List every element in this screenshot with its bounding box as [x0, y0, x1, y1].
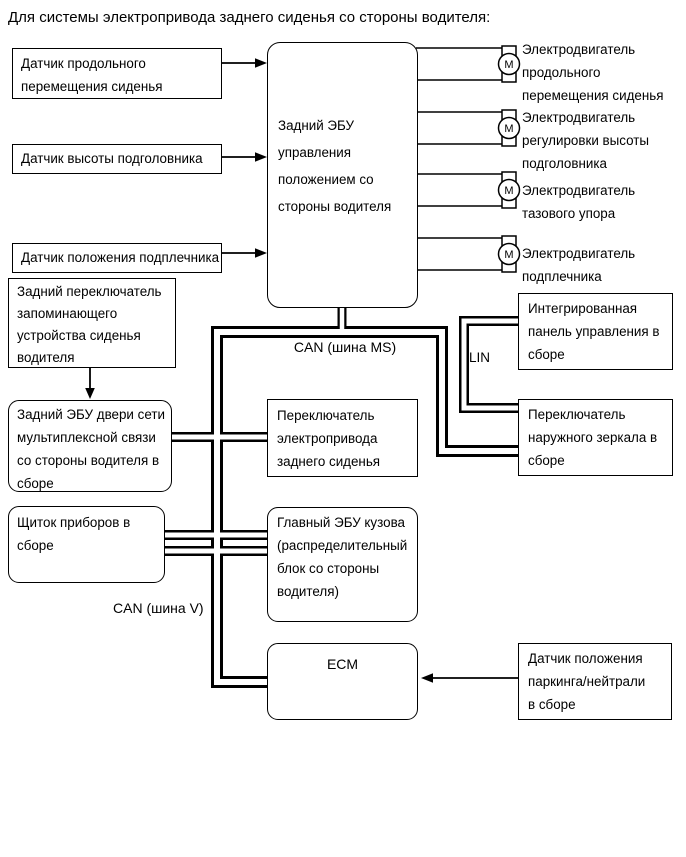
motor-wire-headrest: [416, 112, 509, 144]
text-line: положением со: [278, 172, 374, 187]
box-sensor-headrest: [12, 144, 222, 174]
text-line: Переключатель: [528, 407, 626, 422]
motor-wire-slide: [416, 48, 509, 80]
text-line: Щиток приборов в: [17, 515, 131, 530]
text-line: Датчик высоты подголовника: [21, 151, 203, 166]
motor-wires: [416, 48, 509, 270]
text-line: в сборе: [528, 697, 576, 712]
motor-letter: M: [504, 59, 514, 71]
motor-icon-slide: [499, 46, 520, 82]
text-line: паркинга/нейтрали: [528, 674, 646, 689]
arrowhead: [255, 152, 267, 162]
box-cluster: [8, 506, 165, 583]
text-line: панель управления в: [528, 324, 660, 339]
text-line: устройства сиденья: [17, 328, 141, 343]
text-line: мультиплексной связи: [17, 430, 156, 445]
motor-letter: M: [504, 249, 514, 261]
text-line: подплечника: [522, 269, 602, 284]
text-line: тазового упора: [522, 206, 616, 221]
motor-label-slide: [522, 38, 663, 107]
text-line: Интегрированная: [528, 301, 638, 316]
box-park-sensor: [518, 643, 672, 720]
text-line: Датчик продольного: [21, 56, 146, 71]
text-line: сборе: [528, 453, 565, 468]
text-line: Электродвигатель: [522, 183, 636, 198]
box-main-body-ecu: [267, 507, 418, 622]
motor-letter: M: [504, 185, 514, 197]
box-ecm: [267, 643, 418, 720]
text-line: продольного: [522, 65, 601, 80]
text-line: Задний ЭБУ: [278, 118, 355, 133]
arrowhead: [421, 673, 433, 683]
motor-label-headrest: [522, 106, 649, 175]
motor-wire-armrest: [416, 238, 509, 270]
motor-icon-headrest: [499, 110, 520, 146]
text-line: Датчик положения: [528, 651, 643, 666]
text-line: стороны водителя: [278, 199, 392, 214]
text-line: Электродвигатель: [522, 246, 636, 261]
text-line: Задний ЭБУ двери сети: [17, 407, 165, 422]
text-line: регулировки высоты: [522, 133, 650, 148]
box-seat-switch: [267, 399, 418, 477]
motor-icon-armrest: [499, 236, 520, 272]
text-line: перемещения сиденья: [21, 79, 163, 94]
text-line: (распределительный: [277, 538, 408, 553]
text-line: сборе: [17, 538, 54, 553]
arrowhead: [255, 58, 267, 68]
text-line: Электродвигатель: [522, 110, 636, 125]
motor-icons: [499, 46, 520, 272]
box-sensor-slide: [12, 48, 222, 99]
label-can-v-bus: CAN (шина V): [113, 600, 204, 616]
text-line: сборе: [528, 347, 565, 362]
text-line: заднего сиденья: [277, 454, 381, 469]
text-line: Переключатель: [277, 408, 375, 423]
text-line: управления: [278, 145, 352, 160]
box-memory-switch: [8, 278, 176, 368]
text-line: Электродвигатель: [522, 42, 636, 57]
motor-icon-lumbar: [499, 172, 520, 208]
box-integrated-panel: [518, 293, 673, 370]
label-can-ms-bus: CAN (шина MS): [270, 339, 420, 355]
text-line: Датчик положения подплечника: [21, 250, 220, 265]
text-line: сборе: [17, 476, 54, 491]
text-line: Главный ЭБУ кузова: [277, 515, 405, 530]
motor-label-armrest: [522, 242, 635, 288]
text-line: запоминающего: [17, 306, 118, 321]
text-line: подголовника: [522, 156, 607, 171]
text-line: водителя: [17, 350, 75, 365]
motor-letter: M: [504, 123, 514, 135]
text-line: перемещения сиденья: [522, 88, 664, 103]
text-line: наружного зеркала в: [528, 430, 658, 445]
label-lin-bus: LIN: [469, 350, 491, 365]
text-line: Задний переключатель: [17, 284, 162, 299]
box-sensor-armrest: [12, 243, 222, 273]
text-line: блок со стороны: [277, 561, 380, 576]
text-line: со стороны водителя в: [17, 453, 160, 468]
diagram-title: Для системы электропривода заднего сиденья со стороны водителя:: [8, 9, 491, 26]
motor-label-lumbar: [522, 179, 635, 225]
box-seat-ecu: [267, 42, 418, 308]
text-line: ECM: [326, 656, 359, 672]
text-line: водителя): [277, 584, 339, 599]
arrowhead: [255, 248, 267, 258]
box-mirror-switch: [518, 399, 673, 476]
box-door-ecu: [8, 400, 172, 492]
motor-wire-lumbar: [416, 174, 509, 206]
arrowhead: [85, 388, 95, 399]
text-line: электропривода: [277, 431, 378, 446]
